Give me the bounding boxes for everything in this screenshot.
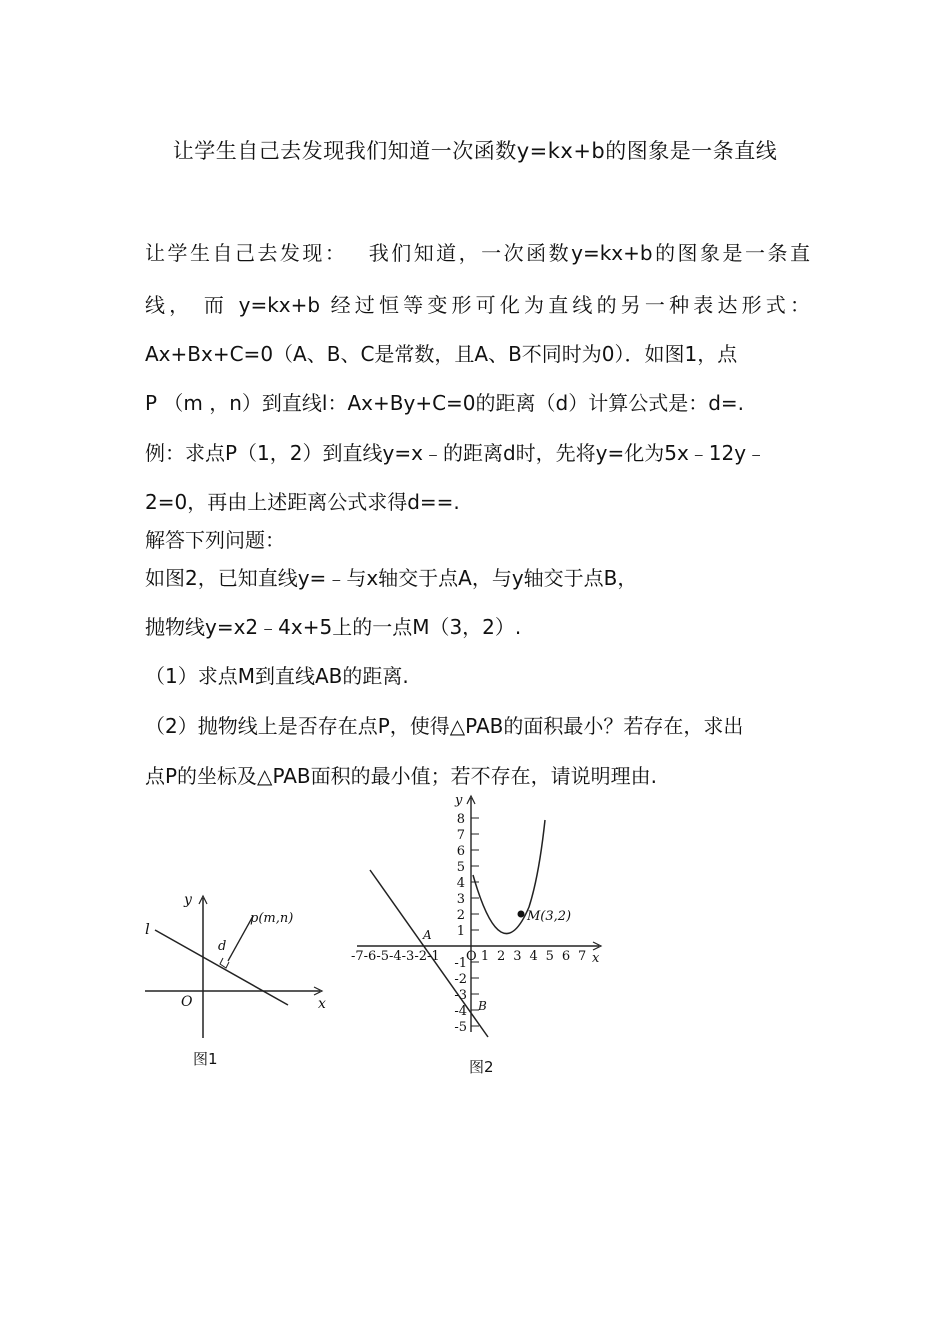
fig1-label-d: d [218, 939, 227, 954]
paragraph-line: 点P的坐标及△PAB面积的最小值；若不存在，请说明理由. [145, 764, 657, 788]
figure-2 [345, 790, 615, 1055]
fig2-label-x: x [592, 951, 600, 966]
paragraph-line: 解答下列问题： [145, 528, 285, 552]
paragraph-line: 例：求点P（1，2）到直线y=x﹣的距离d时，先将y=化为5x﹣12y﹣ [145, 441, 767, 465]
page-title: 让学生自己去发现我们知道一次函数y=kx+b的图象是一条直线 [172, 139, 778, 163]
right-angle-mark [220, 958, 229, 968]
x-tick-label: 4 [529, 949, 538, 964]
paragraph-line: 如图2，已知直线y=﹣与x轴交于点A，与y轴交于点B， [145, 566, 638, 590]
y-tick-label: -3 [454, 988, 467, 1003]
paragraph-line: 让学生自己去发现： 我们知道，一次函数y=kx+b的图象是一条直 [145, 241, 810, 265]
x-tick-label: 7 [578, 949, 587, 964]
fig2-y-ticks-negative [454, 956, 467, 1035]
x-tick-label: 2 [497, 949, 506, 964]
paragraph-line: （2）抛物线上是否存在点P，使得△PAB的面积最小？若存在，求出 [145, 714, 744, 738]
fig2-label-a: A [423, 928, 432, 942]
fig2-x-ticks-positive [481, 949, 586, 964]
y-tick-label: -5 [454, 1020, 467, 1035]
fig1-label-l: l [145, 920, 150, 938]
paragraph-line: 2=0，再由上述距离公式求得d==. [145, 490, 460, 514]
x-tick-label: 6 [561, 949, 571, 964]
fig2-y-ticks-positive [457, 812, 465, 939]
x-tick-label: 5 [545, 949, 554, 964]
y-tick-label: 1 [456, 924, 465, 939]
y-tick-marks [471, 818, 479, 1026]
fig2-label-b: B [478, 999, 487, 1013]
y-tick-label: -4 [454, 1004, 467, 1019]
y-tick-label: -1 [454, 956, 467, 971]
fig1-label-x: x [318, 996, 326, 1012]
paragraph-line: P （m ，n）到直线l：Ax+By+C=0的距离（d）计算公式是：d=. [145, 391, 745, 415]
paragraph-line: 线， 而 y=kx+b 经过恒等变形可化为直线的另一种表达形式： [145, 293, 810, 317]
fig2-label-o: O [466, 949, 477, 964]
fig2-x-ticks-negative: -7-6-5-4-3-2-1 [351, 949, 440, 964]
x-tick-label: 1 [480, 949, 490, 964]
y-tick-label: 5 [456, 860, 465, 875]
figure-1 [140, 880, 340, 1050]
paragraph-line: （1）求点M到直线AB的距离. [145, 664, 409, 688]
y-tick-label: 4 [456, 876, 465, 891]
fig1-label-o: O [181, 994, 193, 1010]
point-m [518, 911, 525, 918]
fig2-label-m: M(3,2) [527, 909, 572, 924]
y-tick-label: 3 [456, 892, 465, 907]
fig1-label-p: p(m,n) [250, 911, 294, 926]
y-tick-label: 8 [456, 812, 465, 827]
paragraph-line: 抛物线y=x2﹣4x+5上的一点M（3，2）. [145, 615, 522, 639]
paragraph-line: Ax+Bx+C=0（A、B、C是常数，且A、B不同时为0）．如图1，点 [145, 342, 738, 366]
figure-1-caption: 图1 [193, 1050, 218, 1068]
figure-2-caption: 图2 [469, 1058, 494, 1076]
fig1-label-y: y [184, 892, 192, 908]
fig2-label-y: y [455, 793, 463, 808]
y-tick-label: -2 [454, 972, 467, 987]
y-tick-label: 6 [456, 844, 465, 859]
y-tick-label: 7 [456, 828, 465, 843]
y-tick-label: 2 [456, 908, 465, 923]
x-tick-label: 3 [513, 949, 522, 964]
